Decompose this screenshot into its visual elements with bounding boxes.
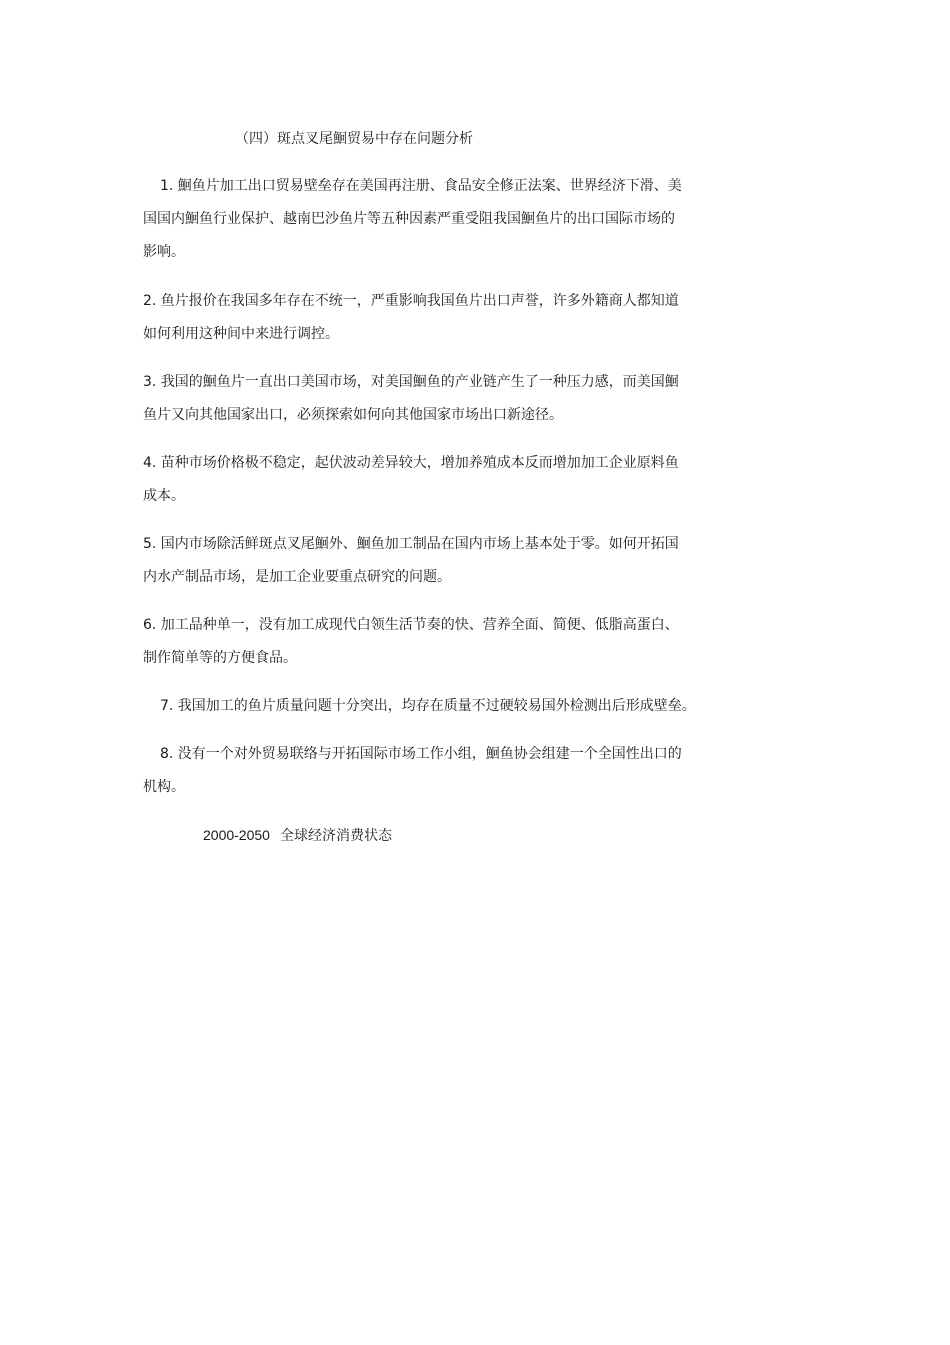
list-item-line: 4. 苗种市场价格极不稳定，起伏波动差异较大，增加养殖成本反而增加加工企业原料鱼 — [143, 455, 679, 471]
list-item-2 — [143, 285, 718, 351]
caption — [203, 824, 392, 847]
list-item-line: 7. 我国加工的鱼片质量问题十分突出，均存在质量不过硬较易国外检测出后形成壁垒。 — [160, 698, 696, 714]
caption-text: 全球经济消费状态 — [279, 828, 392, 844]
list-item-line: 6. 加工品种单一，没有加工成现代白领生活节奏的快、营养全面、简便、低脂高蛋白、 — [143, 617, 679, 633]
list-item-5 — [143, 528, 718, 594]
list-item-line: 机构。 — [143, 779, 185, 795]
list-item-line: 2. 鱼片报价在我国多年存在不统一，严重影响我国鱼片出口声誉，许多外籍商人都知道 — [143, 293, 679, 309]
list-item-line: 制作简单等的方便食品。 — [143, 650, 297, 666]
list-item-3 — [143, 366, 718, 432]
section-heading: （四）斑点叉尾鮰贸易中存在问题分析 — [235, 131, 473, 147]
list-item-line: 影响。 — [143, 244, 185, 260]
list-item-line: 如何利用这种间中来进行调控。 — [143, 326, 339, 342]
caption-years: 2000-2050 — [203, 827, 270, 843]
list-item-1 — [143, 170, 718, 269]
list-item-line: 3. 我国的鮰鱼片一直出口美国市场，对美国鮰鱼的产业链产生了一种压力感，而美国鮰 — [143, 374, 679, 390]
list-item-8 — [143, 738, 718, 804]
list-item-line: 1. 鮰鱼片加工出口贸易壁垒存在美国再注册、食品安全修正法案、世界经济下滑、美 — [160, 178, 682, 194]
list-item-6 — [143, 609, 718, 675]
list-item-line: 成本。 — [143, 488, 185, 504]
list-item-line: 5. 国内市场除活鲜斑点叉尾鮰外、鮰鱼加工制品在国内市场上基本处于零。如何开拓国 — [143, 536, 679, 552]
list-item-line: 鱼片又向其他国家出口，必须探索如何向其他国家市场出口新途径。 — [143, 407, 563, 423]
list-item-line: 8. 没有一个对外贸易联络与开拓国际市场工作小组，鮰鱼协会组建一个全国性出口的 — [160, 746, 682, 762]
list-item-4 — [143, 447, 718, 513]
list-item-line: 内水产制品市场，是加工企业要重点研究的问题。 — [143, 569, 451, 585]
list-item-7 — [143, 690, 718, 723]
list-item-line: 国国内鮰鱼行业保护、越南巴沙鱼片等五种因素严重受阻我国鮰鱼片的出口国际市场的 — [143, 211, 675, 227]
